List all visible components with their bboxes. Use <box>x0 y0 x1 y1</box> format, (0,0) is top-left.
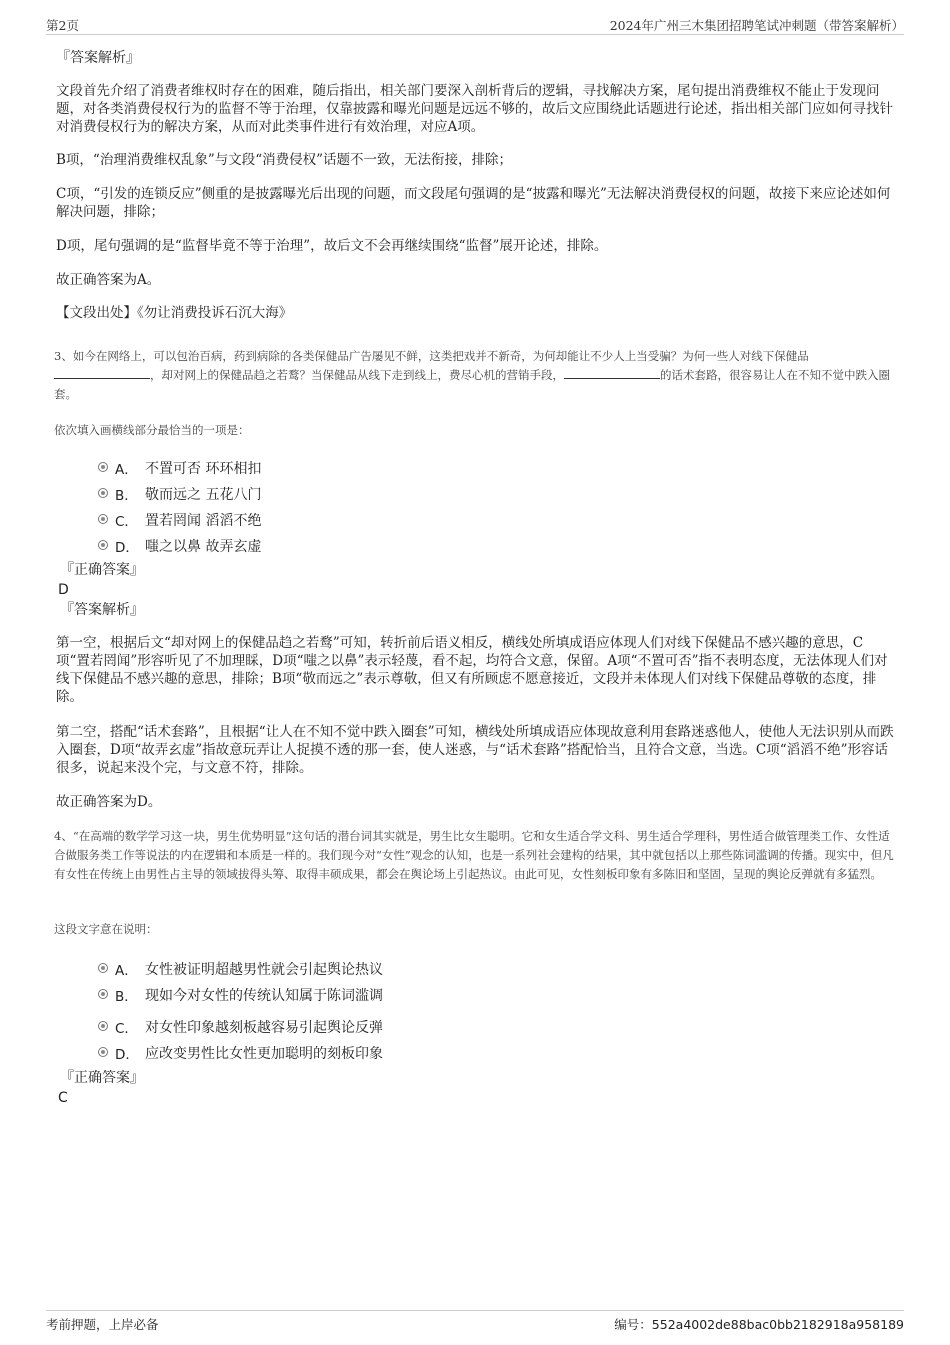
question-3-options <box>56 454 656 558</box>
option-a[interactable]: A． 女性被证明超越男性就会引起舆论热议 <box>56 955 656 981</box>
radio-icon[interactable] <box>98 1021 108 1031</box>
document-title: 2024年广州三木集团招聘笔试冲刺题（带答案解析） <box>609 18 904 33</box>
radio-icon[interactable] <box>98 514 108 524</box>
analysis-paragraph: C项，“引发的连锁反应”侧重的是披露曝光后出现的问题，而文段尾句强调的是“披露和曝光”无法解决消费侵权的问题，故接下来应论述如何解决问题，排除； <box>56 186 891 220</box>
radio-icon[interactable] <box>98 488 108 498</box>
correct-answer-label: 『正确答案』 <box>60 562 144 578</box>
correct-answer-value: C <box>58 1090 68 1106</box>
question-3-text: 3、如今在网络上，可以包治百病，药到病除的各类保健品广告屡见不鲜，这类把戏并不新奇，为何却能让不少人上当受骗？为何一些人对线下保健品，却对网上的保健品趋之若鹜？当保健品从线下走到线上，费尽心机的营销手段， 的话术套路，很容易让人在不知不觉中跌入圈套。 <box>54 349 890 401</box>
final-answer-text: 故正确答案为D。 <box>56 794 162 810</box>
option-a[interactable]: A． 不置可否 环环相扣 <box>56 454 656 480</box>
radio-icon[interactable] <box>98 540 108 550</box>
radio-icon[interactable] <box>98 989 108 999</box>
option-d[interactable]: D． 应改变男性比女性更加聪明的刻板印象 <box>56 1039 656 1065</box>
option-d[interactable]: D． 嗤之以鼻 故弄玄虚 <box>56 532 656 558</box>
document-id: 编号：552a4002de88bac0bb2182918a958189 <box>614 1317 904 1332</box>
analysis-paragraph: 第一空，根据后文“却对网上的保健品趋之若鹜”可知，转折前后语义相反，横线处所填成语应体现人们对线下保健品不感兴趣的意思，C项“置若罔闻”形容听见了不加理睬，D项“嗤之以鼻”表示轻蔑，看不起，均符合文意，保留。A项“不置可否”指不表明态度，无法体现人们对线下保健品不感兴趣的意思，排除；B项“敬而远之”表示尊敬，但又有所顾虑不愿意接近，文段并未体现人们对线下保健品尊敬的态度，排除。 <box>56 635 888 705</box>
fill-blank-1 <box>54 366 150 379</box>
final-answer-text: 故正确答案为A。 <box>56 272 161 288</box>
option-b[interactable]: B． 敬而远之 五花八门 <box>56 480 656 506</box>
correct-answer-value: D <box>58 582 69 598</box>
question-4-text: 4、“在高端的数学学习这一块，男生优势明显”这句话的潜台词其实就是，男生比女生聪明。它和女生适合学文科、男生适合学理科，男性适合做管理类工作、女性适合做服务类工作等说法的内在逻辑和本质是一样的。我们现今对“女性”观念的认知，也是一系列社会建构的结果，其中就包括以上那些陈词滥调的传播。现实中，但凡有女性在传统上由男性占主导的领域拔得头筹、取得丰硕成果，都会在舆论场上引起热议。由此可见，女性刻板印象有多陈旧和坚固，呈现的舆论反弹就有多猛烈。 <box>54 829 894 881</box>
question-4-prompt: 这段文字意在说明： <box>54 922 158 936</box>
correct-answer-label: 『正确答案』 <box>60 1070 144 1086</box>
fill-blank-2 <box>564 366 660 379</box>
source-citation: 【文段出处】《勿让消费投诉石沉大海》 <box>56 305 293 321</box>
question-4-options <box>56 955 656 1065</box>
radio-icon[interactable] <box>98 1047 108 1057</box>
analysis-paragraph: 第二空，搭配“话术套路”，且根据“让人在不知不觉中跌入圈套”可知，横线处所填成语应体现故意利用套路迷惑他人，使他人无法识别从而跌入圈套，D项“故弄玄虚”指故意玩弄让人捉摸不透的那一套，使人迷惑，与“话术套路”搭配恰当，且符合文意，当选。C项“滔滔不绝”形容话很多，说起来没个完，与文意不符，排除。 <box>56 724 894 776</box>
option-c[interactable]: C． 置若罔闻 滔滔不绝 <box>56 506 656 532</box>
footer-slogan: 考前押题，上岸必备 <box>46 1317 159 1332</box>
analysis-paragraph: D项，尾句强调的是“监督毕竟不等于治理”，故后文不会再继续围绕“监督”展开论述，排除。 <box>56 238 608 254</box>
page-footer <box>46 1310 904 1332</box>
option-b[interactable]: B． 现如今对女性的传统认知属于陈词滥调 <box>56 981 656 1007</box>
radio-icon[interactable] <box>98 963 108 973</box>
analysis-paragraph: B项，“治理消费维权乱象”与文段“消费侵权”话题不一致，无法衔接，排除； <box>56 152 513 168</box>
analysis-paragraph: 文段首先介绍了消费者维权时存在的困难，随后指出，相关部门要深入剖析背后的逻辑，寻找解决方案，尾句提出消费维权不能止于发现问题，对各类消费侵权行为的监督不等于治理，仅靠披露和曝光问题是远远不够的，故后文应围绕此话题进行论述，指出相关部门应如何寻找针对消费侵权行为的解决方案，从而对此类事件进行有效治理，对应A项。 <box>56 83 893 135</box>
option-c[interactable]: C． 对女性印象越刻板越容易引起舆论反弹 <box>56 1013 656 1039</box>
analysis-label: 『答案解析』 <box>60 602 144 618</box>
page-header <box>46 14 904 35</box>
radio-icon[interactable] <box>98 462 108 472</box>
analysis-label: 『答案解析』 <box>56 50 140 66</box>
page-number: 第2页 <box>46 18 79 33</box>
question-3-prompt: 依次填入画横线部分最恰当的一项是： <box>54 423 250 437</box>
